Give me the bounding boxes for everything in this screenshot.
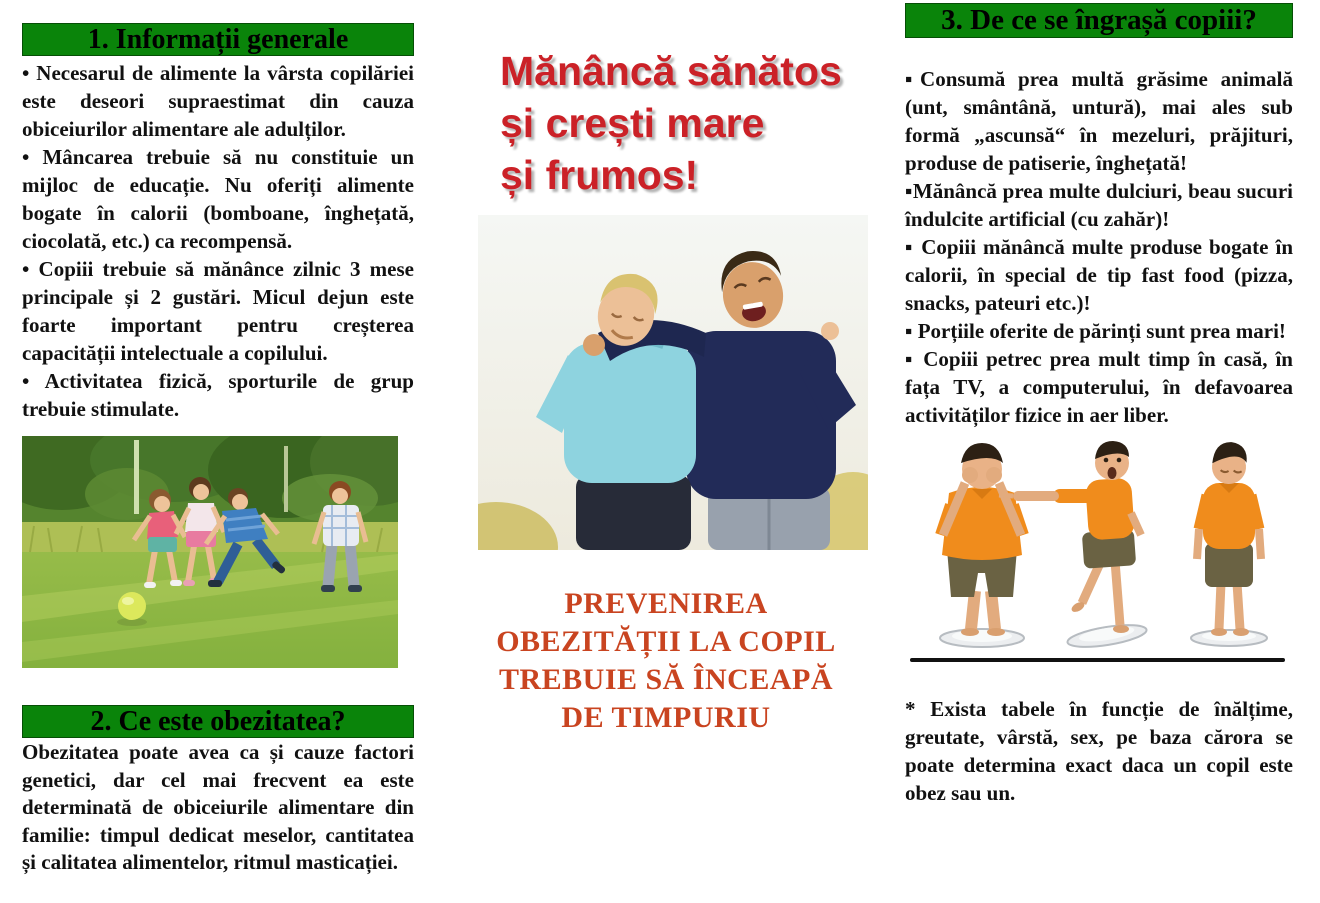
section1-title: 1. Informații generale [87, 24, 349, 55]
section3-body [905, 65, 1293, 429]
slogan-line: PREVENIREA [564, 587, 768, 620]
section2-title: 2. Ce este obezitatea? [90, 706, 346, 737]
divider-line [910, 658, 1285, 662]
paragraph: ▪ Porțiile oferite de părinți sunt prea mari! [905, 319, 1286, 343]
paragraph: • Mâncarea trebuie să nu constituie un mijloc de educație. Nu oferiți alimente bogate în calorii (bomboane, înghețată, ciocolată, etc.) ca recompensă. [22, 145, 414, 253]
headline-line: Mănâncă sănătos [500, 48, 842, 94]
photo-three-boys-on-scales [907, 433, 1292, 655]
headline-line: și crești mare [500, 100, 765, 146]
paragraph: • Activitatea fizică, sporturile de grup trebuie stimulate. [22, 369, 414, 421]
slogan-line: TREBUIE SĂ ÎNCEAPĂ [498, 663, 834, 696]
section2-header [22, 705, 414, 738]
section3-header [905, 3, 1293, 38]
headline-line: și frumos! [500, 152, 699, 198]
photo-two-boys-laughing [478, 215, 868, 550]
section1-body [22, 59, 414, 423]
section1-header [22, 23, 414, 56]
paragraph: Obezitatea poate avea ca și cauze factori genetici, dar cel mai frecvent ea este determinată de obiceiurile alimentare din familie: timpul dedicat meselor, cantitatea și calitatea alimentelor, ritmul masticației. [22, 740, 414, 874]
footnote [905, 695, 1293, 807]
section2-body [22, 739, 414, 877]
paragraph: ▪Consumă prea multă grăsime animală (unt, smântână, untură), mai ales sub formă „ascunsă“ în mezeluri, prăjituri, produse de patiserie, înghețată! [905, 67, 1293, 175]
photo-children-playing-ball [22, 436, 398, 668]
paragraph: ▪ Copiii mănâncă multe produse bogate în calorii, în special de tip fast food (pizza, snacks, pateuri etc.)! [905, 235, 1293, 315]
slogan-prevention [460, 585, 872, 737]
paragraph: • Copiii trebuie să mănânce zilnic 3 mese principale și 2 gustări. Micul dejun este foarte important pentru creșterea capacității intelectuale a copilului. [22, 257, 414, 365]
section3-title: 3. De ce se îngrașă copiii? [941, 4, 1257, 36]
paragraph: ▪Mănâncă prea multe dulciuri, beau sucuri îndulcite artificial (cu zahăr)! [905, 179, 1293, 231]
paragraph: • Necesarul de alimente la vârsta copilăriei este deseori supraestimat din cauza obiceiurilor alimentare ale adulților. [22, 61, 414, 141]
slogan-line: DE TIMPURIU [561, 701, 771, 734]
paragraph: ▪ Copiii petrec prea mult timp în casă, în fața TV, a computerului, în defavoarea activităților fizice in aer liber. [905, 347, 1293, 427]
slogan-line: OBEZITĂȚII LA COPIL [496, 625, 836, 658]
headline-eat-healthy [500, 45, 872, 201]
footnote-text: * Exista tabele în funcție de înălțime, greutate, vârstă, sex, pe baza cărora se poate determina exact daca un copil este obez sau un. [905, 697, 1293, 805]
